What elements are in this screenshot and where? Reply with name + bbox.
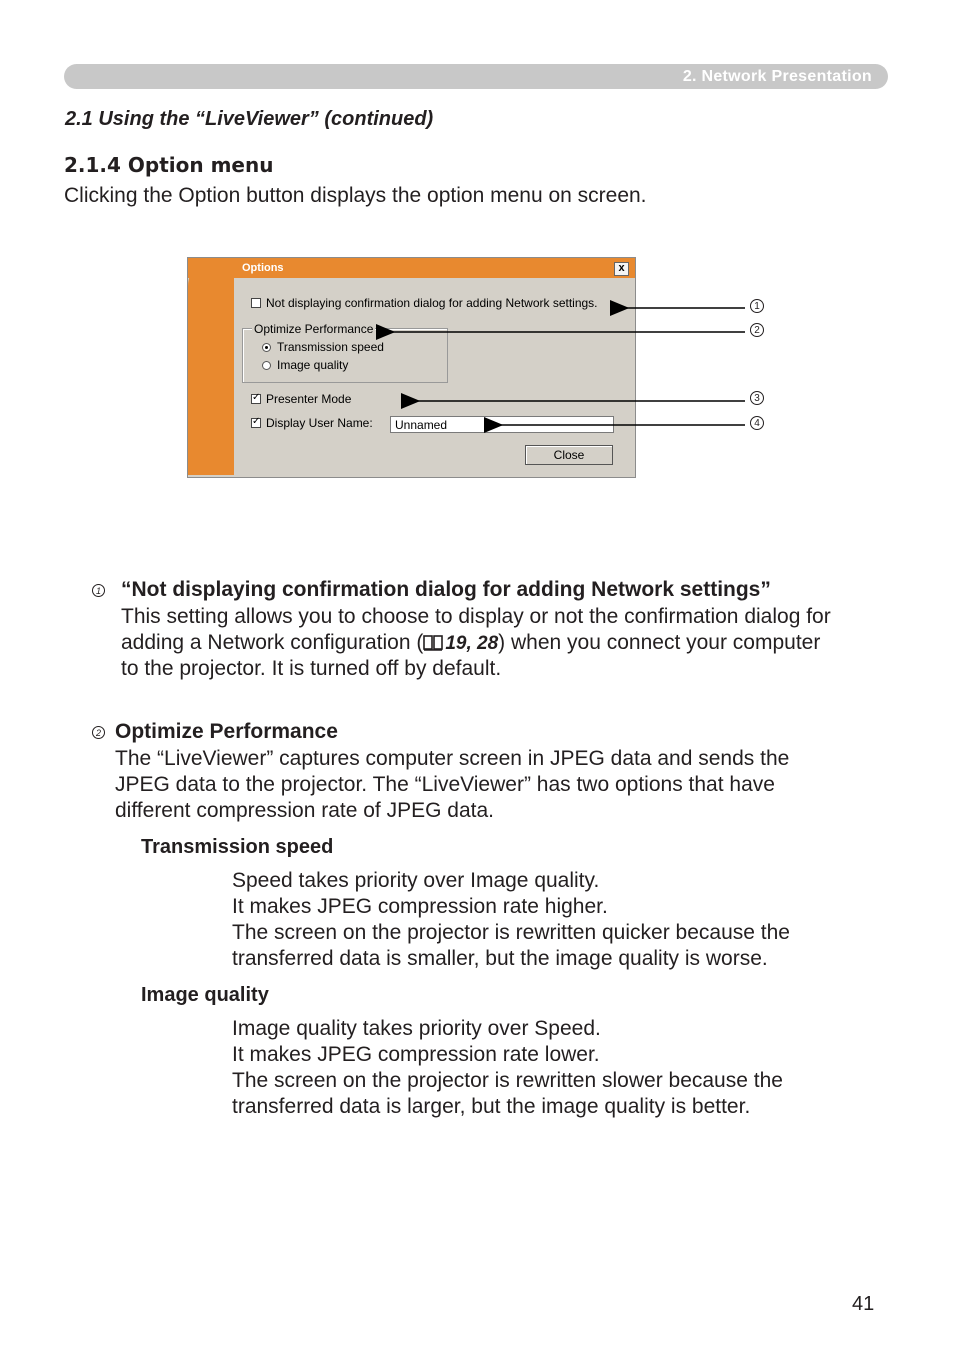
image-quality-label: Image quality bbox=[277, 358, 349, 372]
callout-number-4: 4 bbox=[750, 416, 764, 430]
item-number-1: 1 bbox=[92, 584, 105, 597]
image-quality-heading: Image quality bbox=[141, 984, 269, 1006]
transmission-line3: The screen on the projector is rewritten quicker because the bbox=[232, 921, 790, 944]
dialog-close-icon[interactable]: x bbox=[614, 262, 629, 276]
section-label: 2. Network Presentation bbox=[682, 68, 872, 85]
display-user-name-label: Display User Name: bbox=[266, 416, 373, 430]
item2-line3: different compression rate of JPEG data. bbox=[115, 799, 494, 822]
callout-number-1: 1 bbox=[750, 299, 764, 313]
item1-page-ref[interactable]: 19, 28 bbox=[445, 633, 499, 654]
transmission-line2: It makes JPEG compression rate higher. bbox=[232, 895, 608, 918]
item-number-2: 2 bbox=[92, 726, 105, 739]
section-subtitle: 2.1 Using the “LiveViewer” (continued) bbox=[65, 108, 434, 130]
item2-heading: Optimize Performance bbox=[115, 720, 338, 743]
item1-line2-before: adding a Network configuration ( bbox=[121, 631, 424, 654]
item1-line2-after: ) when you connect your computer bbox=[498, 631, 821, 654]
image-quality-line2: It makes JPEG compression rate lower. bbox=[232, 1043, 600, 1066]
book-reference-icon bbox=[423, 635, 443, 651]
item1-line2 bbox=[121, 630, 820, 657]
image-quality-line1: Image quality takes priority over Speed. bbox=[232, 1017, 601, 1040]
image-quality-line4: transferred data is larger, but the image quality is better. bbox=[232, 1095, 751, 1118]
dialog-title: Options bbox=[242, 262, 284, 274]
item1-line1: This setting allows you to choose to display or not the confirmation dialog for bbox=[121, 605, 831, 628]
presenter-mode-label: Presenter Mode bbox=[266, 392, 352, 406]
item1-line3: to the projector. It is turned off by default. bbox=[121, 657, 502, 680]
transmission-line1: Speed takes priority over Image quality. bbox=[232, 869, 600, 892]
option-menu-title: 2.1.4 Option menu bbox=[64, 153, 274, 177]
close-button[interactable]: Close bbox=[525, 445, 613, 465]
not-displaying-label: Not displaying confirmation dialog for adding Network settings. bbox=[266, 296, 598, 310]
callout-arrows bbox=[0, 0, 954, 520]
page-number: 41 bbox=[852, 1293, 875, 1315]
option-menu-intro: Clicking the Option button displays the option menu on screen. bbox=[64, 184, 647, 207]
transmission-speed-label: Transmission speed bbox=[277, 340, 384, 354]
image-quality-line3: The screen on the projector is rewritten slower because the bbox=[232, 1069, 783, 1092]
optimize-performance-label: Optimize Performance bbox=[254, 322, 374, 336]
item2-line2: JPEG data to the projector. The “LiveViewer” has two options that have bbox=[115, 773, 775, 796]
item1-heading: “Not displaying confirmation dialog for adding Network settings” bbox=[121, 578, 771, 601]
item2-line1: The “LiveViewer” captures computer screen in JPEG data and sends the bbox=[115, 747, 790, 770]
user-name-field[interactable]: Unnamed bbox=[390, 416, 614, 433]
callout-number-2: 2 bbox=[750, 323, 764, 337]
transmission-speed-heading: Transmission speed bbox=[141, 836, 334, 858]
callout-number-3: 3 bbox=[750, 391, 764, 405]
transmission-line4: transferred data is smaller, but the image quality is worse. bbox=[232, 947, 768, 970]
